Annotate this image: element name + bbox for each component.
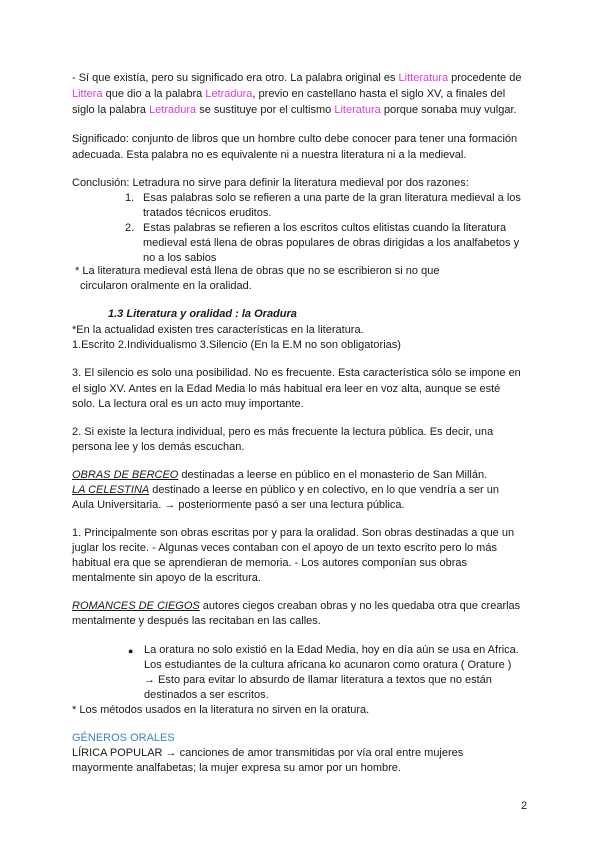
section-line1: *En la actualidad existen tres características en la literatura. xyxy=(72,324,364,336)
oratura-note: * Los métodos usados en la literatura no sirven en la oratura. xyxy=(72,704,370,716)
bullet-line4: destinados a ser escritos. xyxy=(144,689,269,701)
text: - Sí que existía, pero su significado era otro. La palabra original es xyxy=(72,72,399,84)
p6-line2 xyxy=(72,482,499,498)
p4-line2: el siglo XV. Antes en la Edad Media lo más habitual era leer en voz alta, aunque se esté xyxy=(72,383,501,395)
bullet-icon: ● xyxy=(128,646,134,656)
text: que dio a la palabra xyxy=(102,88,206,100)
p6-line1 xyxy=(72,467,487,483)
highlight-term: Literatura xyxy=(334,104,381,116)
p8-line1 xyxy=(72,598,520,614)
text: procedente de xyxy=(448,72,522,84)
bullet-line1: La oratura no solo existió en la Edad Media, hoy en día aún se usa en Africa. xyxy=(144,644,519,656)
generos-line1: LÍRICA POPULAR → canciones de amor transmitidas por vía oral entre mujeres xyxy=(72,747,464,759)
list-item-1-line1: Esas palabras solo se refieren a una parte de la gran literatura medieval a los xyxy=(143,192,521,204)
text: destinadas a leerse en público en el monasterio de San Millán. xyxy=(178,469,488,481)
p6-line3: Aula Universitaria. → posteriormente pasó a ser una lectura pública. xyxy=(72,499,405,511)
list-item-1-line2: tratados técnicos eruditos. xyxy=(143,207,272,219)
text: autores ciegos creaban obras y no les quedaba otra que crearlas xyxy=(199,600,521,612)
highlight-term: Littera xyxy=(72,88,103,100)
p7-line3: habitual era que se aprendieran de memoria. - Los autores componían sus obras xyxy=(72,557,468,569)
text: porque sonaba muy vulgar. xyxy=(380,104,517,116)
work-title: LA CELESTINA xyxy=(72,484,150,496)
list-item-2-line2: medieval está llena de obras populares de obras dirigidas a los analfabetos y xyxy=(143,237,520,249)
p1-line2 xyxy=(72,86,505,102)
list-item-2-line3: no a los sabios xyxy=(143,252,217,264)
conclusion-intro: Conclusión: Letradura no sirve para definir la literatura medieval por dos razones: xyxy=(72,177,469,189)
list-item-2-line1: Estas palabras se refieren a los escritos cultos elitistas cuando la literatura xyxy=(143,222,507,234)
work-title: ROMANCES DE CIEGOS xyxy=(72,600,200,612)
generos-heading: GÉNEROS ORALES xyxy=(72,732,175,744)
list-number: 1. xyxy=(125,192,135,204)
p1-line1 xyxy=(72,70,521,86)
p4-line3: solo. La lectura oral es un acto muy importante. xyxy=(72,398,304,410)
note-line1: * La literatura medieval está llena de obras que no se escribieron si no que xyxy=(75,265,440,277)
p2-line2: adecuada. Esta palabra no es equivalente ni a nuestra literatura ni a la medieval. xyxy=(72,149,467,161)
work-title: OBRAS DE BERCEO xyxy=(72,469,179,481)
bullet-line2: Los estudiantes de la cultura africana ko acunaron como oratura ( Orature ) xyxy=(144,659,512,671)
page-number: 2 xyxy=(521,800,528,812)
generos-line2: mayormente analfabetas; la mujer expresa su amor por un hombre. xyxy=(72,762,401,774)
p7-line2: juglar los recite. - Algunas veces contaban con el apoyo de un texto escrito pero lo más xyxy=(72,542,497,554)
p4-line1: 3. El silencio es solo una posibilidad. No es frecuente. Esta característica sólo se impone en xyxy=(72,367,521,379)
p1-line3 xyxy=(72,102,517,118)
p7-line1: 1. Principalmente son obras escritas por y para la oralidad. Son obras destinadas a que un xyxy=(72,527,515,539)
text: siglo la palabra xyxy=(72,104,150,116)
note-line2: circularon oralmente en la oralidad. xyxy=(80,280,252,292)
p8-line2: mentalmente y después las recitaban en las calles. xyxy=(72,615,321,627)
bullet-line3: → Esto para evitar lo absurdo de llamar literatura a textos que no están xyxy=(144,674,492,686)
p2-line1: Significado: conjunto de libros que un hombre culto debe conocer para tener una formación xyxy=(72,133,518,145)
section-title: 1.3 Literatura y oralidad : la Oradura xyxy=(108,308,297,320)
text: , previo en castellano hasta el siglo XV, a finales del xyxy=(252,88,506,100)
p7-line4: mentalmente sin apoyo de la escritura. xyxy=(72,572,261,584)
list-number: 2. xyxy=(125,222,135,234)
p5-line2: persona lee y los demás escuchan. xyxy=(72,441,245,453)
p5-line1: 2. Si existe la lectura individual, pero es más frecuente la lectura pública. Es decir, una xyxy=(72,426,494,438)
highlight-term: Letradura xyxy=(149,104,197,116)
text: destinado a leerse en público y en colectivo, en lo que vendría a ser un xyxy=(149,484,500,496)
text: se sustituye por el cultismo xyxy=(196,104,335,116)
section-line2: 1.Escrito 2.Individualismo 3.Silencio (En la E.M no son obligatorias) xyxy=(72,339,401,351)
highlight-term: Letradura xyxy=(205,88,253,100)
highlight-term: Litteratura xyxy=(398,72,449,84)
